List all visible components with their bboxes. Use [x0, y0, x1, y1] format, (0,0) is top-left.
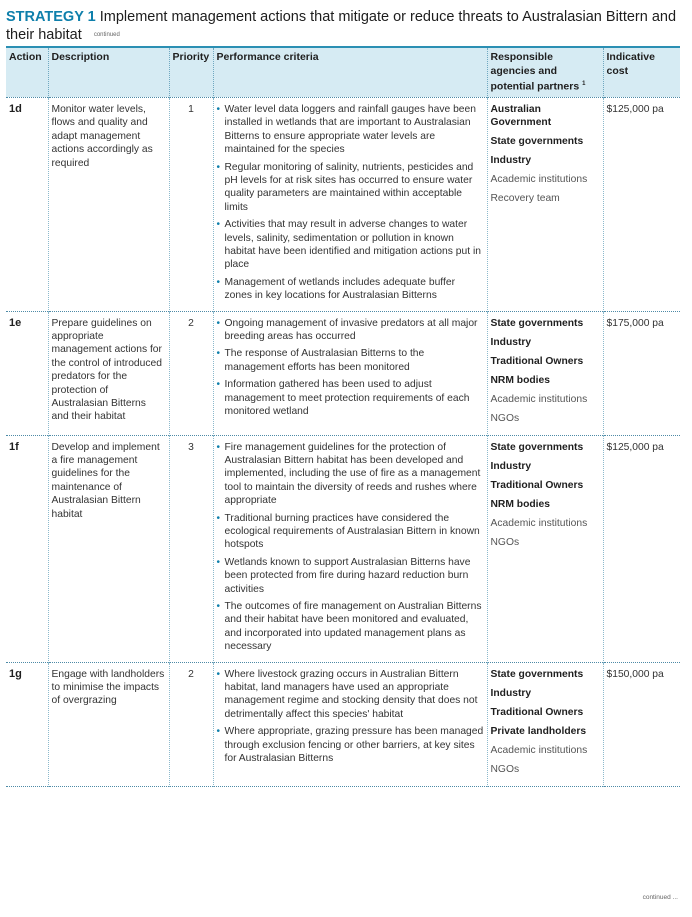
criteria-list	[217, 668, 484, 766]
partner-agency: Academic institutions	[490, 173, 588, 185]
lead-agency: Industry	[490, 154, 532, 166]
criteria-item: • Traditional burning practices have considered the ecological requirements of Australasian Bittern in known hotspots	[217, 512, 484, 552]
performance-criteria	[213, 311, 487, 435]
criteria-item: • Water level data loggers and rainfall gauges have been installed in wetlands that are important to Australasian Bitterns to ensure appropriate water levels are maintained for the species	[217, 103, 484, 157]
criteria-item: • Fire management guidelines for the protection of Australasian Bittern habitat has been developed and implemented, including the use of fire as a management tool to maintain the diversity of reeds and rushes where appropriate	[217, 441, 484, 508]
criteria-list	[217, 317, 484, 419]
actions-table	[6, 48, 680, 787]
action-id: 1g	[9, 667, 22, 680]
criteria-item: • Ongoing management of invasive predators at all major breeding areas has occurred	[217, 317, 484, 344]
responsible-agencies	[487, 662, 603, 786]
action-description: Prepare guidelines on appropriate management actions for the control of introduced predators for the protection of Australasian Bitterns and their habitat	[48, 311, 169, 435]
lead-agency: State governments	[490, 135, 584, 147]
table-row	[6, 97, 680, 311]
partner-agency: Academic institutions	[490, 393, 588, 405]
action-id: 1d	[9, 102, 22, 115]
lead-agency: State governments	[490, 668, 584, 680]
criteria-item: • Information gathered has been used to adjust management to meet protection requirements of each monitored wetland	[217, 378, 484, 418]
header-agencies-text: Responsible agencies and potential partners	[490, 51, 580, 93]
indicative-cost: $175,000 pa	[603, 311, 680, 435]
criteria-item: • The response of Australasian Bitterns to the management efforts has been monitored	[217, 347, 484, 374]
criteria-item: • Wetlands known to support Australasian Bitterns have been protected from fire during hazard reduction burn activities	[217, 556, 484, 596]
indicative-cost: $125,000 pa	[603, 97, 680, 311]
responsible-agencies	[487, 311, 603, 435]
lead-agency: Traditional Owners	[490, 479, 584, 491]
lead-agency: Private landholders	[490, 725, 587, 737]
criteria-item: • The outcomes of fire management on Australian Bitterns and their habitat have been monitored and evaluated, and incorporated into updated management plans as necessary	[217, 600, 484, 654]
action-priority: 1	[169, 97, 213, 311]
strategy-label: STRATEGY 1	[6, 9, 96, 25]
strategy-text: Implement management actions that mitigate or reduce threats to Australasian Bittern and their habitat	[6, 9, 677, 43]
strategy-title	[6, 8, 680, 48]
criteria-item: • Activities that may result in adverse changes to water levels, salinity, sedimentation or pollution in known habitat have been identified and mitigation actions put in place	[217, 218, 484, 272]
continued-label: continued	[93, 32, 120, 39]
lead-agency: Industry	[490, 336, 532, 348]
header-criteria: Performance criteria	[213, 48, 487, 97]
performance-criteria	[213, 97, 487, 311]
lead-agency: Traditional Owners	[490, 355, 584, 367]
criteria-item: • Management of wetlands includes adequate buffer zones in key locations for Australasian Bitterns	[217, 276, 484, 303]
action-id: 1e	[9, 316, 22, 329]
performance-criteria	[213, 662, 487, 786]
indicative-cost: $125,000 pa	[603, 435, 680, 662]
performance-criteria	[213, 435, 487, 662]
action-description: Develop and implement a fire management guidelines for the maintenance of Australasian Bittern habitat	[48, 435, 169, 662]
table-header-row	[6, 48, 680, 97]
header-cost: Indicative cost	[603, 48, 680, 97]
criteria-item: • Where appropriate, grazing pressure has been managed through exclusion fencing or other barriers, at key sites for Australasian Bitterns	[217, 725, 484, 765]
table-body	[6, 97, 680, 786]
table-row	[6, 311, 680, 435]
lead-agency: Industry	[490, 460, 532, 472]
action-priority: 2	[169, 311, 213, 435]
lead-agency: Australian Government	[490, 103, 552, 128]
criteria-list	[217, 103, 484, 303]
lead-agency: NRM bodies	[490, 498, 550, 510]
table-row	[6, 435, 680, 662]
action-description: Engage with landholders to minimise the impacts of overgrazing	[48, 662, 169, 786]
partner-agency: NGOs	[490, 763, 520, 775]
responsible-agencies	[487, 97, 603, 311]
action-description: Monitor water levels, flows and quality and adapt management actions accordingly as required	[48, 97, 169, 311]
lead-agency: NRM bodies	[490, 374, 550, 386]
criteria-list	[217, 441, 484, 654]
lead-agency: Traditional Owners	[490, 706, 584, 718]
partner-agency: NGOs	[490, 412, 520, 424]
responsible-agencies	[487, 435, 603, 662]
action-id: 1f	[9, 440, 19, 453]
indicative-cost: $150,000 pa	[603, 662, 680, 786]
partner-agency: Academic institutions	[490, 517, 588, 529]
header-agencies-note: 1	[582, 80, 586, 87]
table-row	[6, 662, 680, 786]
lead-agency: State governments	[490, 441, 584, 453]
document-page	[6, 8, 680, 787]
partner-agency: NGOs	[490, 536, 520, 548]
partner-agency: Academic institutions	[490, 744, 588, 756]
lead-agency: Industry	[490, 687, 532, 699]
header-priority: Priority	[169, 48, 213, 97]
header-description: Description	[48, 48, 169, 97]
footer-continued: continued ...	[642, 894, 678, 901]
action-priority: 3	[169, 435, 213, 662]
criteria-item: • Regular monitoring of salinity, nutrients, pesticides and pH levels for at risk sites has occurred to ensure water quality parameters are maintained within acceptable limits	[217, 161, 484, 215]
header-action: Action	[6, 48, 48, 97]
header-agencies	[487, 48, 603, 97]
lead-agency: State governments	[490, 317, 584, 329]
criteria-item: • Where livestock grazing occurs in Australian Bittern habitat, land managers have used an appropriate management regime and stocking density that does not detrimentally affect this species' habitat	[217, 668, 484, 722]
partner-agency: Recovery team	[490, 192, 560, 204]
action-priority: 2	[169, 662, 213, 786]
